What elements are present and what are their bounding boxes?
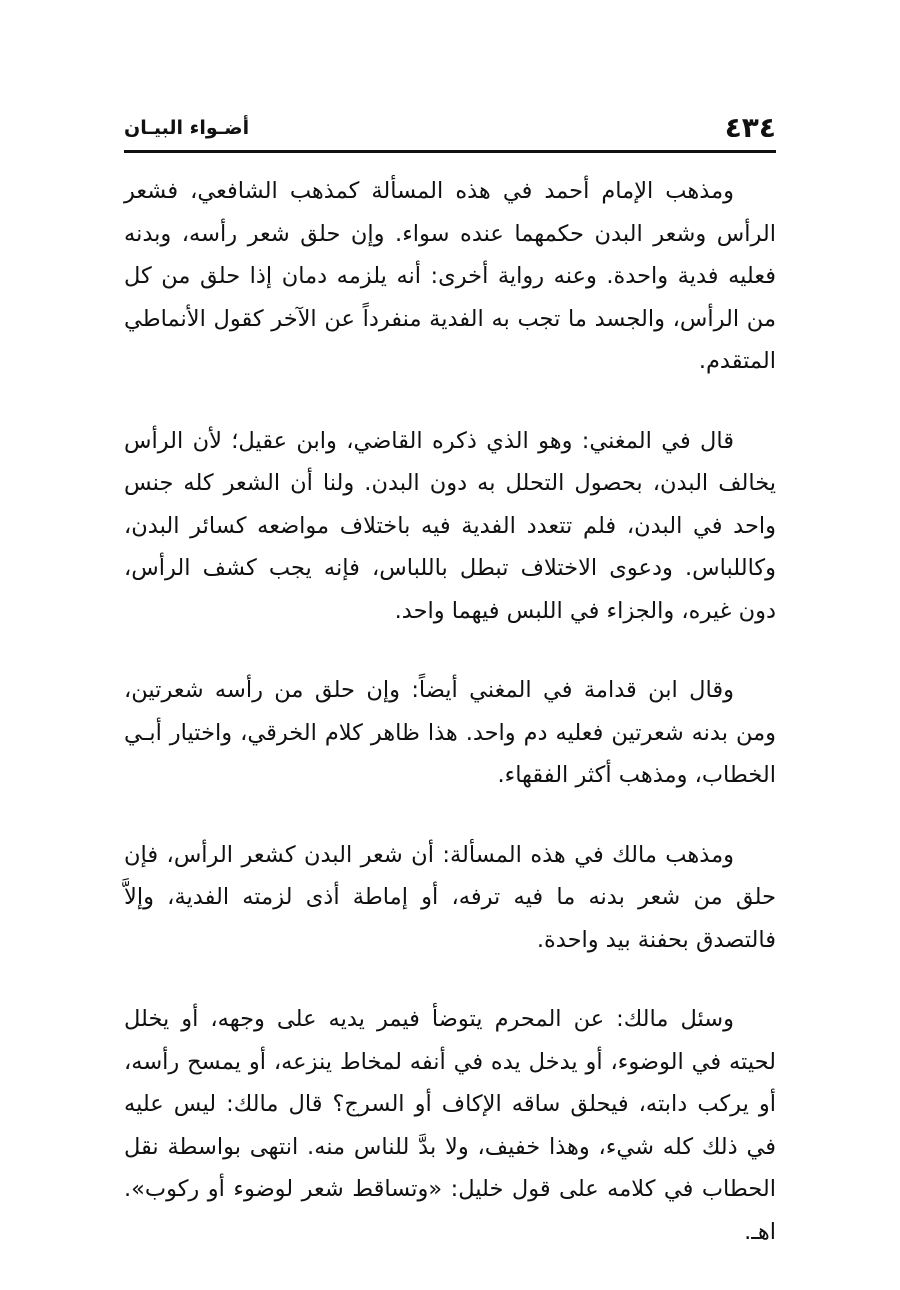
paragraph-2: قال في المغني: وهو الذي ذكره القاضي، وابن عقيل؛ لأن الرأس يخالف البدن، بحصول التحلل به دون البدن. ولنا أن الشعر كله جنس واحد في البدن، فلم تتعدد الفدية فيه باختلاف مواضعه كسائر البدن، وكاللباس. ودعوى الاختلاف تبطل باللباس، فإنه يجب كشف الرأس، دون غيره، والجزاء في اللبس فيهما واحد. xyxy=(124,427,776,624)
book-title: أضـواء البيـان xyxy=(124,117,250,139)
header-divider xyxy=(124,150,776,153)
paragraph-1: ومذهب الإمام أحمد في هذه المسألة كمذهب الشافعي، فشعر الرأس وشعر البدن حكمهما عنده سواء. وإن حلق شعر رأسه، وبدنه فعليه فدية واحدة. وعنه رواية أخرى: أنه يلزمه دمان إذا حلق من كل من الرأس، والجسد ما تجب به الفدية منفرداً عن الآخر كقول الأنماطي المتقدم. xyxy=(124,178,776,374)
body-text xyxy=(124,170,776,1290)
paragraph-5: وسئل مالك: عن المحرم يتوضأ فيمر يديه على وجهه، أو يخلل لحيته في الوضوء، أو يدخل يده في أنفه لمخاط ينزعه، أو يمسح رأسه، أو يركب دابته، فيحلق ساقه الإكاف أو السرج؟ قال مالك: ليس عليه في ذلك كله شيء، وهذا خفيف، ولا بدَّ للناس منه. انتهى بواسطة نقل الحطاب في كلامه على قول خليل: «وتساقط شعر لوضوء أو ركوب». اهـ. xyxy=(124,1006,776,1245)
page-header xyxy=(124,104,776,152)
paragraph-4: ومذهب مالك في هذه المسألة: أن شعر البدن كشعر الرأس، فإن حلق من شعر بدنه ما فيه ترفه، أو إماطة أذى لزمته الفدية، وإلاَّ فالتصدق بحفنة بيد واحدة. xyxy=(124,841,776,953)
paragraph-3: وقال ابن قدامة في المغني أيضاً: وإن حلق من رأسه شعرتين، ومن بدنه شعرتين فعليه دم واحد. هذا ظاهر كلام الخرقي، واختيار أبـي الخطاب، ومذهب أكثر الفقهاء. xyxy=(124,677,776,788)
page-number: ٤٣٤ xyxy=(724,111,776,144)
